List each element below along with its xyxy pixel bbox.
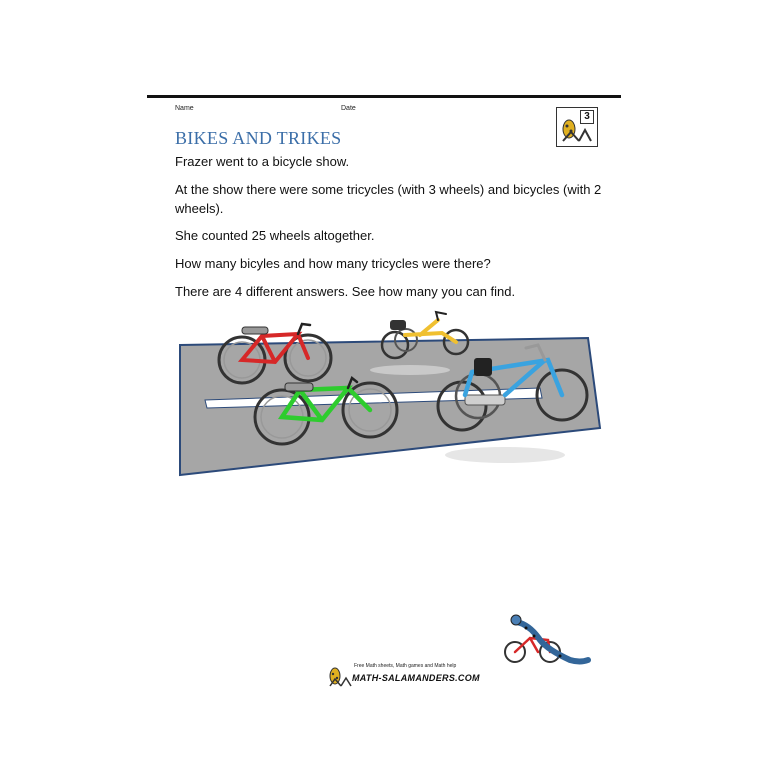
footer-site-name: MATH-SALAMANDERS.COM [352, 673, 480, 683]
worksheet-title: BIKES AND TRIKES [175, 128, 342, 148]
paragraph-intro: Frazer went to a bicycle show. [175, 154, 350, 169]
paragraph-question: How many bicyles and how many tricycles were there? [175, 256, 491, 271]
footer-tagline: Free Math sheets, Math games and Math help [354, 663, 457, 669]
salamander-riding-bike-icon [505, 615, 588, 662]
grade-number: 3 [580, 110, 594, 124]
paragraph-show: At the show there were some tricycles (with 3 wheels) and bicycles (with 2 wheels). [175, 182, 602, 216]
paragraph-count: She counted 25 wheels altogether. [175, 228, 375, 243]
date-label: Date [341, 105, 356, 112]
paragraph-hint: There are 4 different answers. See how many you can find. [175, 284, 516, 299]
salamander-logo-icon [327, 662, 353, 688]
name-label: Name [175, 105, 194, 112]
